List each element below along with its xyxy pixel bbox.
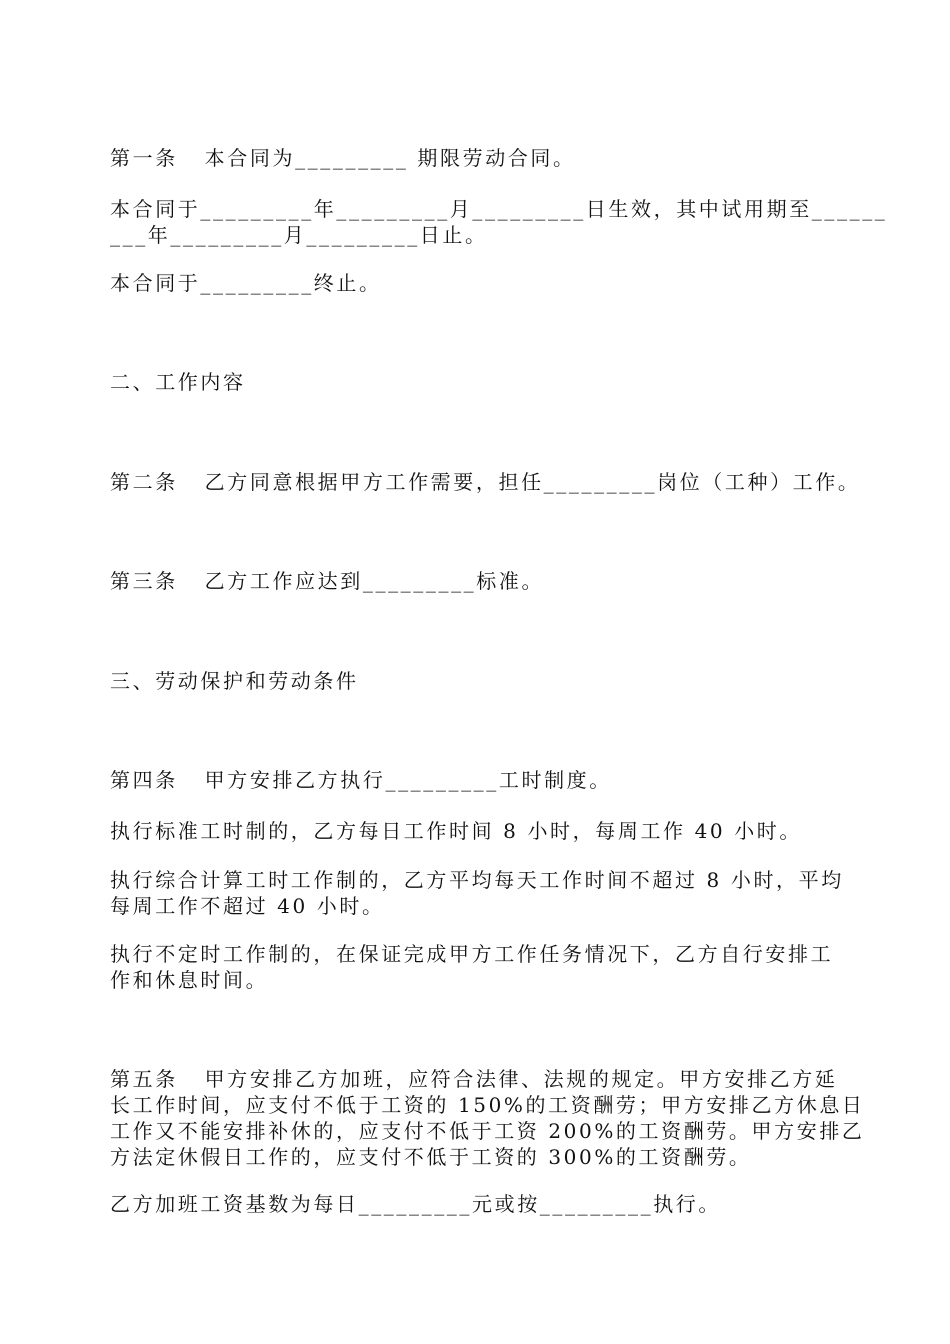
flexible-hours-line-1: 执行不定时工作制的，在保证完成甲方工作任务情况下，乙方自行安排工 xyxy=(110,942,834,966)
section-heading-labor-protection: 三、劳动保护和劳动条件 xyxy=(110,669,359,693)
article-1-text: 第一条 本合同为_________ 期限劳动合同。 xyxy=(110,146,576,170)
article-3-text: 第三条 乙方工作应达到_________标准。 xyxy=(110,569,545,593)
termination-text: 本合同于_________终止。 xyxy=(110,271,382,295)
flexible-hours-line-2: 作和休息时间。 xyxy=(110,968,269,992)
article-5-line-4: 方法定休假日工作的，应支付不低于工资的 300%的工资酬劳。 xyxy=(110,1145,752,1169)
effective-date-line-2: ___年_________月_________日止。 xyxy=(110,223,488,247)
article-5-line-1: 第五条 甲方安排乙方加班，应符合法律、法规的规定。甲方安排乙方延 xyxy=(110,1067,838,1091)
article-4-text: 第四条 甲方安排乙方执行_________工时制度。 xyxy=(110,768,612,792)
overtime-base-text: 乙方加班工资基数为每日_________元或按_________执行。 xyxy=(110,1192,721,1216)
section-heading-work-content: 二、工作内容 xyxy=(110,370,246,394)
article-5-line-2: 长工作时间，应支付不低于工资的 150%的工资酬劳；甲方安排乙方休息日 xyxy=(110,1093,865,1117)
comprehensive-hours-line-2: 每周工作不超过 40 小时。 xyxy=(110,894,385,918)
effective-date-line-1: 本合同于_________年_________月_________日生效，其中试用期至______ xyxy=(110,197,888,221)
article-2-text: 第二条 乙方同意根据甲方工作需要，担任_________岗位（工种）工作。 xyxy=(110,470,861,494)
standard-hours-text: 执行标准工时制的，乙方每日工作时间 8 小时，每周工作 40 小时。 xyxy=(110,819,803,843)
comprehensive-hours-line-1: 执行综合计算工时工作制的，乙方平均每天工作时间不超过 8 小时，平均 xyxy=(110,868,844,892)
article-5-line-3: 工作又不能安排补休的，应支付不低于工资 200%的工资酬劳。甲方安排乙 xyxy=(110,1119,865,1143)
